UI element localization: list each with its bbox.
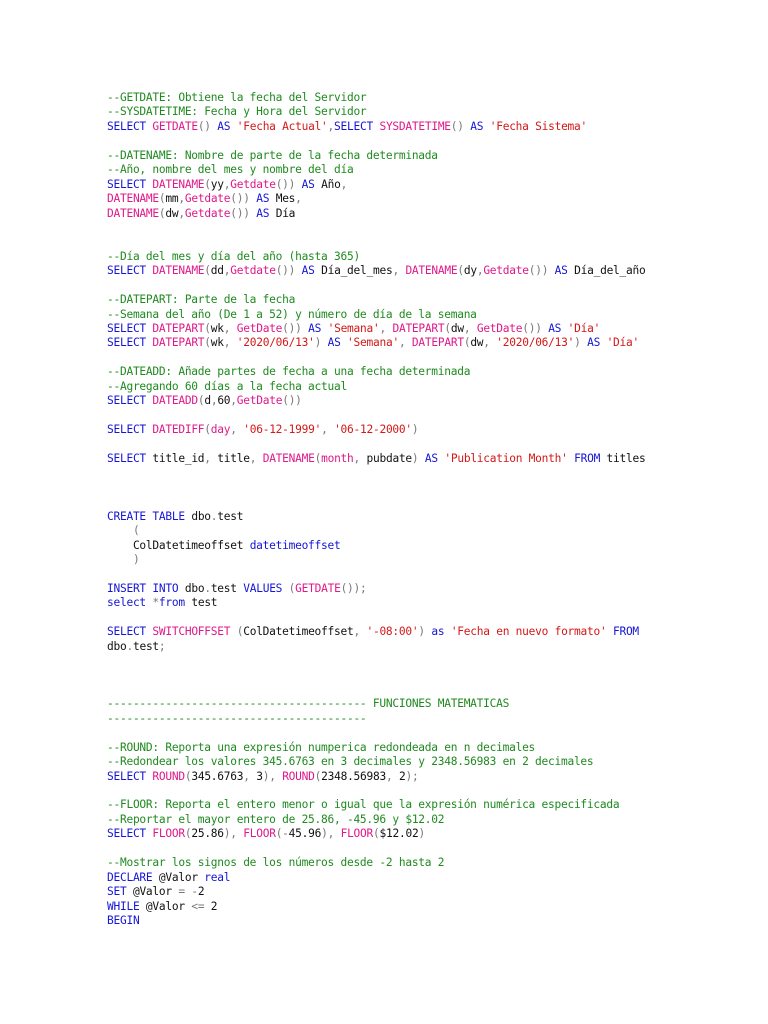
function-token: DATENAME bbox=[107, 206, 159, 220]
identifier-token: ColDatetimeoffset bbox=[243, 625, 354, 639]
punctuation-token: ()) bbox=[282, 322, 309, 335]
identifier-token: dw bbox=[165, 206, 179, 220]
keyword-token: SELECT bbox=[334, 119, 380, 133]
punctuation-token: ()) bbox=[275, 264, 302, 278]
code-line bbox=[107, 625, 645, 639]
identifier-token: title_id bbox=[152, 451, 205, 465]
code-line bbox=[107, 163, 645, 177]
code-line bbox=[107, 596, 645, 610]
punctuation-token: ()) bbox=[282, 394, 302, 408]
function-token: DATEPART bbox=[152, 336, 205, 350]
code-line bbox=[107, 755, 645, 769]
punctuation-token: ( bbox=[457, 264, 464, 278]
identifier-token: Mes bbox=[275, 192, 296, 206]
code-line bbox=[107, 380, 645, 394]
code-line bbox=[107, 582, 645, 596]
keyword-token: FROM bbox=[612, 625, 639, 639]
identifier-token: dbo bbox=[184, 581, 205, 595]
code-line bbox=[107, 235, 645, 249]
punctuation-token: , bbox=[249, 451, 263, 465]
code-line bbox=[107, 741, 645, 755]
punctuation-token: ), bbox=[223, 827, 244, 841]
keyword-token: AS bbox=[217, 119, 237, 133]
punctuation-token: , bbox=[223, 336, 237, 350]
identifier-token: 25.86 bbox=[191, 827, 224, 841]
comment-text: ---------------------------------------- bbox=[107, 711, 367, 725]
identifier-token: 2 bbox=[398, 769, 406, 783]
identifier-token: dy bbox=[463, 264, 477, 278]
sql-code-document bbox=[107, 91, 645, 928]
comment-text: --Reportar el mayor entero de 25.86, -45.96 y $12.02 bbox=[107, 812, 445, 826]
code-line bbox=[107, 654, 645, 668]
identifier-token: mm bbox=[165, 192, 179, 206]
keyword-token: SELECT bbox=[107, 264, 153, 278]
keyword-token: SELECT bbox=[107, 177, 153, 191]
comment-text: --ROUND: Reporta una expresión numperica redondeada en n decimales bbox=[107, 740, 536, 754]
punctuation-token: , bbox=[476, 264, 484, 278]
identifier-token: pubdate bbox=[366, 451, 412, 465]
code-line bbox=[107, 784, 645, 798]
code-line bbox=[107, 91, 645, 105]
code-line bbox=[107, 539, 645, 553]
identifier-token: dbo bbox=[191, 509, 211, 523]
code-line bbox=[107, 842, 645, 856]
function-token: Getdate bbox=[230, 177, 276, 191]
function-token: DATENAME bbox=[107, 192, 159, 206]
identifier-token: wk bbox=[210, 336, 224, 350]
punctuation-token: <= bbox=[191, 899, 211, 913]
identifier-token: wk bbox=[210, 322, 224, 335]
code-line bbox=[107, 207, 645, 221]
punctuation-token: ( bbox=[204, 177, 211, 191]
keyword-token: AS bbox=[301, 264, 322, 278]
string-token: 'Fecha Sistema' bbox=[489, 119, 588, 133]
punctuation-token: , bbox=[340, 177, 348, 191]
punctuation-token: ) bbox=[574, 336, 588, 350]
code-line bbox=[107, 813, 645, 827]
punctuation-token: , bbox=[178, 206, 185, 220]
identifier-token: 2 bbox=[210, 899, 218, 913]
code-line bbox=[107, 900, 645, 914]
code-line bbox=[107, 611, 645, 625]
punctuation-token: ( bbox=[373, 827, 380, 841]
punctuation-token: ); bbox=[405, 769, 419, 783]
comment-text: --Semana del año (De 1 a 52) y número de día de la semana bbox=[107, 307, 477, 321]
function-token: GetDate bbox=[476, 322, 523, 335]
code-line bbox=[107, 669, 645, 683]
keyword-token: AS bbox=[327, 336, 348, 350]
code-line bbox=[107, 770, 645, 784]
code-line bbox=[107, 279, 645, 293]
function-token: SWITCHOFFSET bbox=[152, 625, 237, 639]
function-token: Getdate bbox=[184, 192, 231, 206]
function-token: Getdate bbox=[230, 264, 276, 278]
code-line bbox=[107, 697, 645, 711]
code-line bbox=[107, 553, 645, 567]
keyword-token: real bbox=[204, 870, 231, 884]
code-line bbox=[107, 178, 645, 192]
code-line bbox=[107, 409, 645, 423]
identifier-token: dbo bbox=[107, 639, 127, 653]
keyword-token: AS bbox=[256, 206, 276, 220]
function-token: DATENAME bbox=[405, 264, 458, 278]
punctuation-token: (- bbox=[275, 827, 289, 841]
code-line bbox=[107, 726, 645, 740]
keyword-token: SELECT bbox=[107, 827, 153, 841]
code-line bbox=[107, 192, 645, 206]
code-line bbox=[107, 365, 645, 379]
comment-text: ---------------------------------------- FUNCIONES MATEMATICAS bbox=[107, 697, 510, 711]
identifier-token: titles bbox=[606, 451, 646, 465]
code-line bbox=[107, 264, 645, 278]
code-line bbox=[107, 481, 645, 495]
code-line bbox=[107, 423, 645, 437]
code-line bbox=[107, 827, 645, 841]
code-line bbox=[107, 149, 645, 163]
string-token: 'Día' bbox=[606, 336, 639, 350]
punctuation-token: ( bbox=[314, 451, 322, 465]
punctuation-token: ()) bbox=[230, 206, 257, 220]
punctuation-token: () bbox=[450, 119, 471, 133]
function-token: DATEPART bbox=[392, 322, 445, 335]
identifier-token: $12.02 bbox=[379, 827, 419, 841]
punctuation-token: ()) bbox=[275, 177, 302, 191]
punctuation-token: , bbox=[230, 394, 237, 408]
punctuation-token: , bbox=[223, 177, 231, 191]
string-token: 'Día' bbox=[567, 322, 601, 335]
function-token: DATENAME bbox=[262, 451, 315, 465]
punctuation-token: ()); bbox=[340, 581, 367, 595]
punctuation-token: , bbox=[295, 192, 302, 206]
keyword-token: INSERT bbox=[107, 581, 153, 595]
identifier-token: 60 bbox=[217, 394, 231, 408]
punctuation-token: ()) bbox=[522, 322, 549, 335]
keyword-token: INTO bbox=[152, 581, 185, 595]
keyword-token: DECLARE bbox=[107, 870, 159, 884]
comment-text: --Agregando 60 días a la fecha actual bbox=[107, 379, 347, 393]
code-line bbox=[107, 308, 645, 322]
code-line bbox=[107, 495, 645, 509]
function-token: DATENAME bbox=[152, 177, 205, 191]
code-line bbox=[107, 250, 645, 264]
punctuation-token: , bbox=[223, 264, 231, 278]
keyword-token: datetimeoffset bbox=[249, 538, 341, 552]
code-line bbox=[107, 351, 645, 365]
punctuation-token: ( bbox=[184, 827, 192, 841]
punctuation-token: ( bbox=[444, 322, 451, 335]
comment-text: --DATENAME: Nombre de parte de la fecha determinada bbox=[107, 148, 438, 162]
punctuation-token: . bbox=[210, 509, 218, 523]
function-token: month bbox=[321, 451, 354, 465]
identifier-token: test bbox=[191, 596, 218, 610]
string-token: 'Fecha Actual' bbox=[236, 119, 328, 133]
comment-text: --GETDATE: Obtiene la fecha del Servidor bbox=[107, 91, 367, 104]
keyword-token: SET bbox=[107, 885, 133, 899]
code-line bbox=[107, 438, 645, 452]
function-token: DATEPART bbox=[152, 322, 205, 335]
code-line bbox=[107, 683, 645, 697]
punctuation-token: () bbox=[197, 119, 218, 133]
keyword-token: SELECT bbox=[107, 451, 153, 465]
comment-text: --Redondear los valores 345.6763 en 3 decimales y 2348.56983 en 2 decimales bbox=[107, 755, 594, 769]
keyword-token: SELECT bbox=[107, 119, 153, 133]
identifier-token: 45.96 bbox=[288, 827, 322, 841]
punctuation-token: ( bbox=[158, 192, 166, 206]
function-token: GetDate bbox=[236, 394, 283, 408]
punctuation-token: , bbox=[379, 322, 393, 335]
identifier-token: d bbox=[204, 394, 211, 408]
identifier-token: 3 bbox=[256, 769, 263, 783]
punctuation-token: ) bbox=[418, 625, 432, 639]
keyword-token: AS bbox=[554, 264, 575, 278]
punctuation-token: ()) bbox=[528, 264, 555, 278]
keyword-token: TABLE bbox=[152, 509, 192, 523]
comment-text: --Año, nombre del mes y nombre del día bbox=[107, 163, 354, 177]
keyword-token: AS bbox=[256, 192, 276, 206]
punctuation-token: ) bbox=[314, 336, 328, 350]
punctuation-token: ( bbox=[204, 322, 211, 335]
punctuation-token: ( bbox=[463, 336, 471, 350]
function-token: ROUND bbox=[152, 769, 185, 783]
string-token: '2020/06/13' bbox=[496, 336, 575, 350]
identifier-token: dw bbox=[450, 322, 464, 335]
keyword-token: from bbox=[158, 596, 192, 610]
identifier-token: 345.6763 bbox=[191, 769, 244, 783]
function-token: GETDATE bbox=[295, 581, 341, 595]
function-token: SYSDATETIME bbox=[379, 119, 451, 133]
punctuation-token: ( bbox=[288, 581, 296, 595]
identifier-token: title bbox=[217, 451, 250, 465]
punctuation-token: ) bbox=[418, 827, 425, 841]
punctuation-token: . bbox=[204, 581, 211, 595]
identifier-token: @Valor bbox=[145, 899, 192, 913]
identifier-token: Día_del_año bbox=[574, 264, 646, 278]
function-token: Getdate bbox=[483, 264, 529, 278]
keyword-token: BEGIN bbox=[107, 913, 140, 927]
punctuation-token: ()) bbox=[230, 192, 257, 206]
string-token: '2020/06/13' bbox=[236, 336, 315, 350]
identifier-token: 2348.56983 bbox=[321, 769, 386, 783]
identifier-token: test bbox=[132, 639, 159, 653]
punctuation-token: ( bbox=[236, 625, 244, 639]
keyword-token: AS bbox=[587, 336, 607, 350]
code-line bbox=[107, 452, 645, 466]
identifier-token: Año bbox=[321, 177, 341, 191]
punctuation-token: ( bbox=[197, 394, 205, 408]
punctuation-token: , bbox=[392, 264, 406, 278]
identifier-token: @Valor bbox=[158, 870, 205, 884]
function-token: FLOOR bbox=[152, 827, 185, 841]
function-token: DATEPART bbox=[411, 336, 464, 350]
punctuation-token: , bbox=[353, 625, 367, 639]
punctuation-token: ; bbox=[158, 639, 166, 653]
keyword-token: AS bbox=[470, 119, 490, 133]
code-line bbox=[107, 567, 645, 581]
keyword-token: AS bbox=[548, 322, 568, 335]
code-line bbox=[107, 322, 645, 336]
punctuation-token: * bbox=[152, 596, 159, 610]
punctuation-token: , bbox=[210, 394, 218, 408]
punctuation-token: ( bbox=[204, 423, 211, 437]
punctuation-token: ( bbox=[204, 336, 211, 350]
function-token: DATEADD bbox=[152, 394, 198, 408]
punctuation-token: , bbox=[483, 336, 497, 350]
punctuation-token: , bbox=[178, 192, 185, 206]
keyword-token: as bbox=[431, 625, 451, 639]
identifier-token: test bbox=[210, 581, 244, 595]
comment-text: --DATEPART: Parte de la fecha bbox=[107, 293, 296, 307]
identifier-token: dw bbox=[470, 336, 484, 350]
keyword-token: select bbox=[107, 596, 153, 610]
function-token: FLOOR bbox=[243, 827, 276, 841]
code-line bbox=[107, 510, 645, 524]
code-line bbox=[107, 885, 645, 899]
code-line bbox=[107, 466, 645, 480]
keyword-token: SELECT bbox=[107, 625, 153, 639]
punctuation-token: ( bbox=[107, 524, 140, 538]
function-token: FLOOR bbox=[340, 827, 374, 841]
keyword-token: VALUES bbox=[243, 581, 289, 595]
string-token: 'Semana' bbox=[347, 336, 399, 350]
code-line bbox=[107, 640, 645, 654]
identifier-token: @Valor bbox=[132, 885, 179, 899]
function-token: day bbox=[210, 423, 231, 437]
comment-text: --DATEADD: Añade partes de fecha a una fecha determinada bbox=[107, 365, 471, 379]
string-token: '06-12-2000' bbox=[334, 423, 412, 437]
keyword-token: SELECT bbox=[107, 336, 153, 350]
keyword-token: AS bbox=[308, 322, 328, 335]
identifier-token: test bbox=[217, 509, 244, 523]
code-line bbox=[107, 712, 645, 726]
comment-text: --SYSDATETIME: Fecha y Hora del Servidor bbox=[107, 105, 367, 119]
punctuation-token: ( bbox=[204, 264, 211, 278]
function-token: GETDATE bbox=[152, 119, 198, 133]
identifier-token: yy bbox=[210, 177, 224, 191]
punctuation-token: ), bbox=[262, 769, 283, 783]
function-token: ROUND bbox=[282, 769, 315, 783]
string-token: '06-12-1999' bbox=[243, 423, 322, 437]
keyword-token: AS bbox=[424, 451, 445, 465]
code-line bbox=[107, 856, 645, 870]
string-token: 'Publication Month' bbox=[444, 451, 568, 465]
string-token: '-08:00' bbox=[366, 625, 419, 639]
punctuation-token: , bbox=[223, 322, 237, 335]
keyword-token: AS bbox=[301, 177, 322, 191]
function-token: GetDate bbox=[236, 322, 283, 335]
comment-text: --Día del mes y día del año (hasta 365) bbox=[107, 249, 360, 263]
punctuation-token: , bbox=[463, 322, 477, 335]
function-token: DATEDIFF bbox=[152, 423, 205, 437]
keyword-token: SELECT bbox=[107, 394, 153, 408]
punctuation-token: ) bbox=[107, 553, 140, 566]
string-token: 'Fecha en nuevo formato' bbox=[450, 625, 607, 639]
punctuation-token: ( bbox=[184, 769, 192, 783]
keyword-token: SELECT bbox=[107, 769, 153, 783]
keyword-token: FROM bbox=[574, 451, 607, 465]
comment-text: --Mostrar los signos de los números desde -2 hasta 2 bbox=[107, 856, 445, 870]
function-token: Getdate bbox=[184, 206, 231, 220]
code-line bbox=[107, 914, 645, 928]
identifier-token: ColDatetimeoffset bbox=[107, 538, 250, 552]
code-line bbox=[107, 105, 645, 119]
keyword-token: WHILE bbox=[107, 899, 146, 913]
punctuation-token: , bbox=[385, 769, 399, 783]
identifier-token: Día_del_mes bbox=[321, 264, 393, 278]
function-token: DATENAME bbox=[152, 264, 205, 278]
identifier-token: dd bbox=[210, 264, 224, 278]
identifier-token: 2 bbox=[197, 885, 205, 899]
punctuation-token: , bbox=[398, 336, 412, 350]
punctuation-token: , bbox=[353, 451, 367, 465]
code-line bbox=[107, 798, 645, 812]
identifier-token: Día bbox=[275, 206, 296, 220]
string-token: 'Semana' bbox=[327, 322, 380, 335]
keyword-token: SELECT bbox=[107, 423, 153, 437]
code-line bbox=[107, 336, 645, 350]
punctuation-token: ), bbox=[321, 827, 341, 841]
keyword-token: CREATE bbox=[107, 509, 153, 523]
code-line bbox=[107, 394, 645, 408]
punctuation-token: , bbox=[230, 423, 244, 437]
punctuation-token: ) bbox=[411, 451, 425, 465]
punctuation-token: . bbox=[126, 639, 133, 653]
code-line bbox=[107, 293, 645, 307]
code-line bbox=[107, 524, 645, 538]
punctuation-token: , bbox=[327, 119, 335, 133]
punctuation-token: ( bbox=[158, 206, 166, 220]
punctuation-token: , bbox=[204, 451, 218, 465]
comment-text: --FLOOR: Reporta el entero menor o igual que la expresión numérica especificada bbox=[107, 798, 620, 812]
code-line bbox=[107, 134, 645, 148]
code-line bbox=[107, 871, 645, 885]
code-line bbox=[107, 120, 645, 134]
code-line bbox=[107, 221, 645, 235]
punctuation-token: , bbox=[243, 769, 257, 783]
punctuation-token: = - bbox=[178, 885, 198, 899]
punctuation-token: ) bbox=[411, 423, 419, 437]
keyword-token: SELECT bbox=[107, 322, 153, 335]
punctuation-token: , bbox=[321, 423, 335, 437]
punctuation-token: ( bbox=[314, 769, 322, 783]
